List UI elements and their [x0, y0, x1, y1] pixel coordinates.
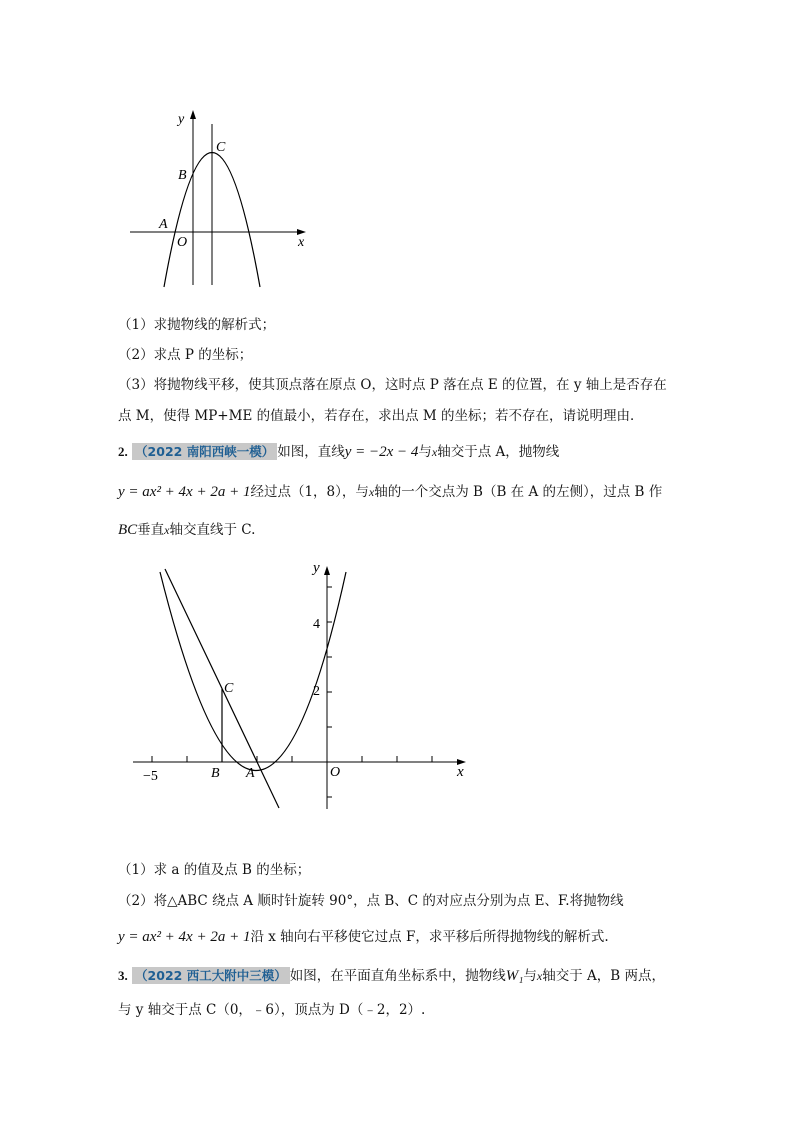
q3-text: 与 [523, 968, 537, 984]
tick-label-2: 2 [313, 684, 320, 699]
y-axis-label: y [313, 560, 320, 576]
q2-text: 与 [418, 444, 432, 460]
point-b-label: B [211, 766, 220, 781]
q3-parabola-w1: W₁ [505, 968, 524, 984]
q2-var-x: x [368, 485, 375, 499]
figure-2-line-parabola-graph [0, 555, 794, 855]
tick-label-4: 4 [313, 617, 320, 632]
point-a-label: A [246, 766, 255, 781]
q2-text: 沿 x 轴向右平移使它过点 F，求平移后所得抛物线的解析式. [250, 929, 609, 945]
q1-part-3-line-1: （3）将抛物线平移，使其顶点落在原点 O，这时点 P 落在点 E 的位置，在 y 轴上是否存在 [118, 377, 667, 393]
q1-part-1: （1）求抛物线的解析式； [118, 317, 276, 333]
q2-text: 垂直 [137, 522, 165, 538]
line-y-equals-neg2x-minus-4 [165, 569, 279, 808]
q2-parabola-equation: y = ax² + 4x + 2a + 1 [118, 484, 251, 500]
y-axis-label: y [178, 112, 185, 127]
x-axis-label: x [457, 764, 464, 780]
y-axis-arrow [190, 110, 196, 119]
q2-source-tag[interactable]: （2022 南阳西峡一模） [132, 443, 277, 460]
origin-label: O [330, 765, 341, 780]
q2-text: 经过点（1，8），与 [250, 484, 369, 500]
y-axis-arrow [324, 566, 330, 575]
q2-stem-line-3 [118, 518, 255, 539]
point-c-label: C [216, 140, 226, 155]
tick-label-neg5: −5 [143, 769, 158, 784]
point-c-label: C [224, 681, 234, 696]
q3-text: 如图，在平面直角坐标系中，抛物线 [289, 968, 506, 984]
q2-segment-bc: BC [118, 522, 138, 538]
q2-part-1: （1）求 a 的值及点 B 的坐标； [118, 862, 311, 878]
q2-part-2-line-2 [118, 925, 609, 946]
x-axis-label: x [298, 235, 305, 250]
q3-source-tag[interactable]: （2022 西工大附中三模） [132, 967, 290, 984]
q3-text: 轴交于 A，B 两点， [542, 968, 666, 984]
q2-stem-line-2 [118, 480, 662, 501]
q2-number: 2. [118, 444, 128, 459]
origin-label: O [177, 235, 188, 250]
q1-part-2: （2）求点 P 的坐标； [118, 347, 253, 363]
q2-text: 轴的一个交点为 B（B 在 A 的左侧），过点 B 作 [374, 484, 663, 500]
q2-text: 轴交直线于 C. [169, 522, 256, 538]
q2-line-equation: y = −2x − 4 [344, 444, 419, 460]
parabola-curve [160, 572, 346, 771]
point-a-label: A [159, 217, 168, 232]
q3-stem-line-2: 与 y 轴交于点 C（0，﹣6），顶点为 D（﹣2，2）. [118, 1002, 426, 1018]
q2-text: 轴交于点 A，抛物线 [437, 444, 560, 460]
q2-var-x: x [164, 523, 170, 537]
q1-part-3-line-2: 点 M，使得 MP+ME 的值最小，若存在，求出点 M 的坐标；若不存在，请说明理由． [118, 408, 644, 424]
q2-var-x: x [431, 445, 438, 459]
q3-stem-line-1 [118, 964, 665, 985]
q2-part-2: （2）将△ABC 绕点 A 顺时针旋转 90°，点 B、C 的对应点分别为点 E、F.将抛物线 [118, 893, 624, 909]
q3-number: 3. [118, 968, 128, 983]
q2-parabola-equation: y = ax² + 4x + 2a + 1 [118, 929, 251, 945]
q2-text: 如图，直线 [277, 444, 345, 460]
point-b-label: B [178, 168, 187, 183]
x-axis-ticks [152, 756, 432, 762]
q3-var-x: x [536, 969, 543, 983]
q2-stem-line-1 [118, 440, 559, 461]
figure-1-parabola-graph [0, 0, 794, 300]
